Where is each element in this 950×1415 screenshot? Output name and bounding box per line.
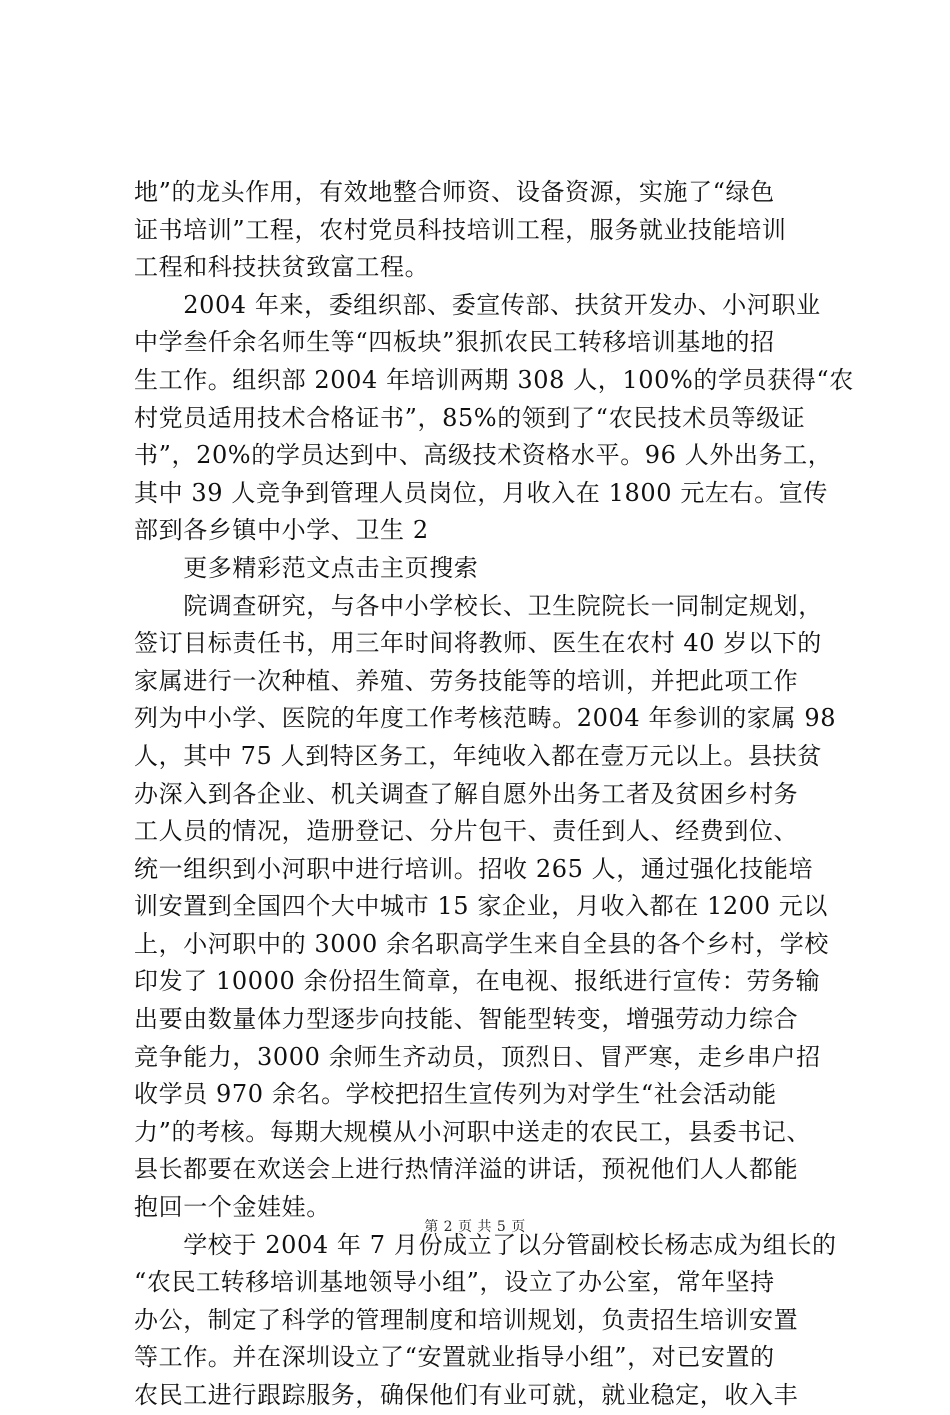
text-line: 工程和科技扶贫致富工程。: [134, 253, 430, 282]
text-line: 竞争能力，3000 余师生齐动员，顶烈日、冒严寒，走乡串户招: [134, 1042, 821, 1071]
text-line: 2004 年来，委组织部、委宣传部、扶贫开发办、小河职业: [134, 290, 821, 319]
text-line: 村党员适用技术合格证书”，85%的领到了“农民技术员等级证: [134, 403, 806, 432]
page-number-footer: 第 2 页 共 5 页: [424, 1219, 526, 1235]
text-line: 学校于 2004 年 7 月份成立了以分管副校长杨志成为组长的: [134, 1230, 837, 1259]
text-line: 院调查研究，与各中小学校长、卫生院院长一同制定规划，: [134, 591, 823, 620]
text-line: 印发了 10000 余份招生简章，在电视、报纸进行宣传：劳务输: [134, 967, 821, 996]
text-line: 中学叁仟余名师生等“四板块”狠抓农民工转移培训基地的招: [134, 328, 775, 357]
text-line: 人，其中 75 人到特区务工，年纯收入都在壹万元以上。县扶贫: [134, 741, 822, 770]
text-line: 力”的考核。每期大规模从小河职中送走的农民工，县委书记、: [134, 1117, 812, 1146]
text-line: 地”的龙头作用，有效地整合师资、设备资源，实施了“绿色: [134, 178, 775, 206]
text-line: 上，小河职中的 3000 余名职高学生来自全县的各个乡村，学校: [134, 929, 829, 958]
text-line: 收学员 970 余名。学校把招生宣传列为对学生“社会活动能: [134, 1080, 777, 1109]
text-line: 农民工进行跟踪服务，确保他们有业可就，就业稳定，收入丰: [134, 1381, 799, 1409]
text-line: “农民工转移培训基地领导小组”，设立了办公室，常年坚持: [134, 1268, 775, 1297]
text-line: 签订目标责任书，用三年时间将教师、医生在农村 40 岁以下的: [134, 629, 822, 658]
text-line: 抱回一个金娃娃。: [134, 1193, 331, 1222]
text-line: 等工作。并在深圳设立了“安置就业指导小组”，对已安置的: [134, 1343, 775, 1372]
text-line: 办公，制定了科学的管理制度和培训规划，负责招生培训安置: [134, 1305, 799, 1334]
text-line: 统一组织到小河职中进行培训。招收 265 人，通过强化技能培: [134, 854, 814, 883]
text-line: 书”，20%的学员达到中、高级技术资格水平。96 人外出务工，: [134, 441, 833, 470]
text-line: 家属进行一次种植、养殖、劳务技能等的培训，并把此项工作: [134, 666, 799, 695]
text-line: 办深入到各企业、机关调查了解自愿外出务工者及贫困乡村务: [134, 779, 799, 808]
text-line: 其中 39 人竞争到管理人员岗位，月收入在 1800 元左右。宣传: [134, 478, 828, 507]
text-line: 训安置到全国四个大中城市 15 家企业，月收入都在 1200 元以: [134, 892, 828, 921]
text-line: 部到各乡镇中小学、卫生 2: [134, 516, 429, 545]
text-line: 工人员的情况，造册登记、分片包干、责任到人、经费到位、: [134, 817, 799, 846]
text-line: 生工作。组织部 2004 年培训两期 308 人，100%的学员获得“农: [134, 365, 854, 394]
text-line: 县长都要在欢送会上进行热情洋溢的讲话，预祝他们人人都能: [134, 1155, 799, 1184]
text-line: 证书培训”工程，农村党员科技培训工程，服务就业技能培训: [134, 215, 787, 244]
text-line: 出要由数量体力型逐步向技能、智能型转变，增强劳动力综合: [134, 1005, 799, 1034]
text-line: 列为中小学、医院的年度工作考核范畴。2004 年参训的家属 98: [134, 704, 837, 733]
promo-line: 更多精彩范文点击主页搜索: [134, 553, 479, 582]
